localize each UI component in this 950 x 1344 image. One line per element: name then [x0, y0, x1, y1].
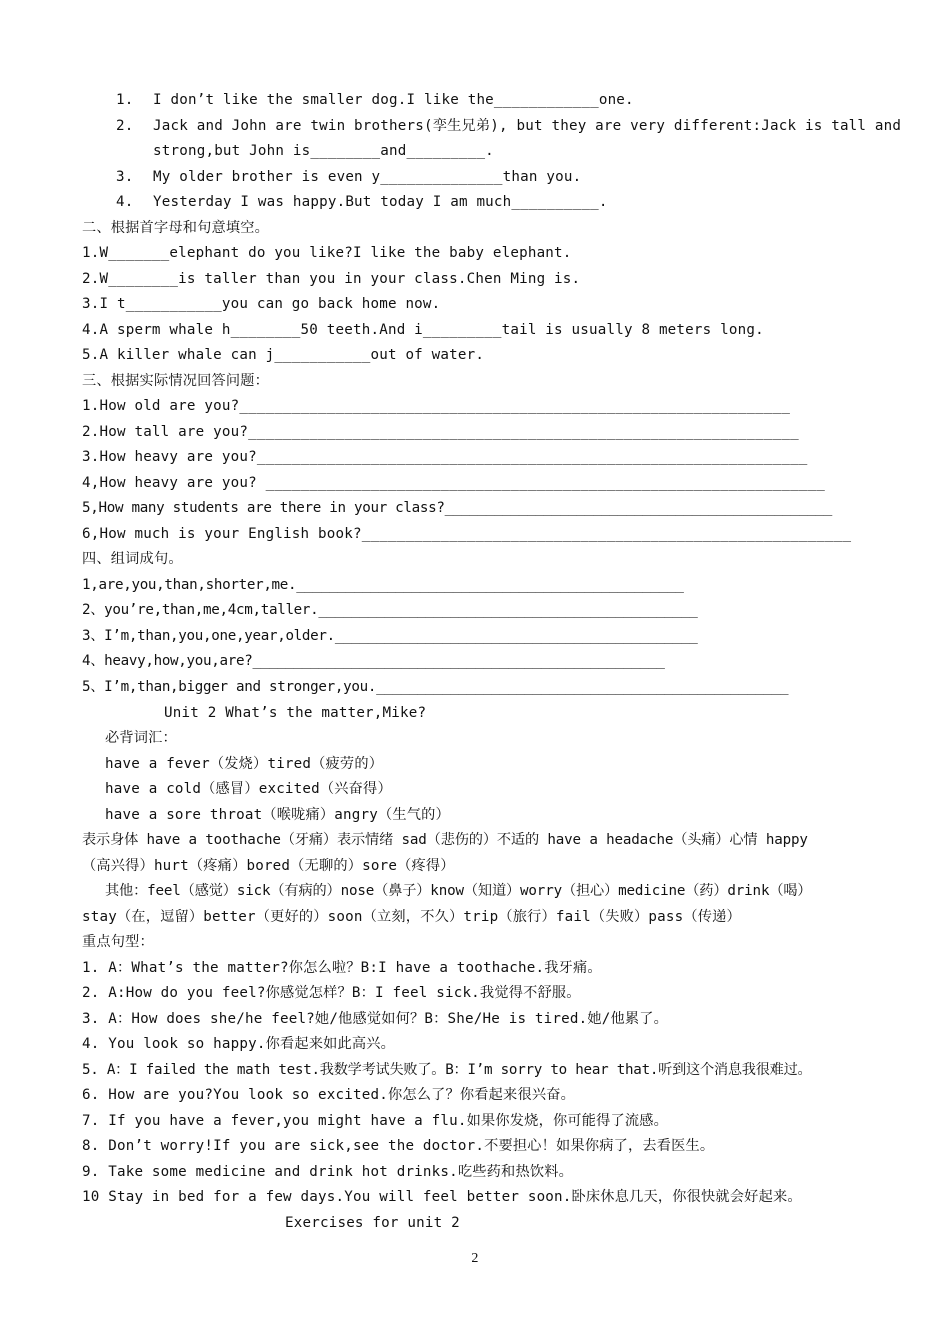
vocab-line: have a cold（感冒）excited（兴奋得） [105, 781, 392, 797]
key-sentence: 7. If you have a fever,you might have a flu.如果你发烧，你可能得了流感。 [82, 1113, 669, 1129]
exercises-title: Exercises for unit 2 [285, 1215, 460, 1231]
exercise-line: 2、you’re,than,me,4cm,taller.______________________________________________ [82, 602, 698, 618]
question-line: 4,How heavy are you? ________________________________________________________________ [82, 475, 826, 491]
section-heading: 四、组词成句。 [82, 551, 183, 567]
section-heading: 三、根据实际情况回答问题： [82, 373, 270, 389]
exercise-line: 2.W________is taller than you in your class.Chen Ming is. [82, 271, 581, 287]
vocab-other-line: stay（在，逗留）better（更好的）soon（立刻，不久）trip（旅行）fail（失败）pass（传递） [82, 909, 741, 925]
exercise-line: 4、heavy,how,you,are?__________________________________________________ [82, 653, 665, 669]
key-sentence: 2. A:How do you feel?你感觉怎样？B：I feel sick.我觉得不舒服。 [82, 985, 581, 1001]
question-line: 1.How old are you?_______________________________________________________________ [82, 398, 791, 414]
exercise-line: 1.W_______elephant do you like?I like the baby elephant. [82, 245, 572, 261]
key-sentence: 9. Take some medicine and drink hot drinks.吃些药和热饮料。 [82, 1164, 573, 1180]
section-heading: 二、根据首字母和句意填空。 [82, 220, 270, 236]
unit-title: Unit 2 What’s the matter,Mike? [164, 705, 427, 721]
key-sentence: 1. A：What’s the matter?你怎么啦？B:I have a toothache.我牙痛。 [82, 960, 602, 976]
key-sentence: 4. You look so happy.你看起来如此高兴。 [82, 1036, 396, 1052]
vocab-line: have a fever（发烧）tired（疲劳的） [105, 756, 384, 772]
sentence-heading: 重点句型： [82, 934, 154, 950]
list-item: I don’t like the smaller dog.I like the____________one. [153, 92, 634, 108]
vocab-body-line: 表示身体 have a toothache（牙痛）表示情绪 sad（悲伤的）不适的 have a headache（头痛）心情 happy [82, 832, 808, 848]
exercise-line: 5.A killer whale can j___________out of water. [82, 347, 485, 363]
key-sentence: 10 Stay in bed for a few days.You will feel better soon.卧床休息几天，你很快就会好起来。 [82, 1189, 802, 1205]
vocab-line: have a sore throat（喉咙痛）angry（生气的） [105, 807, 450, 823]
page-number: 2 [471, 1251, 479, 1266]
question-line: 5,How many students are there in your class?_______________________________________________ [82, 500, 832, 516]
list-item: My older brother is even y______________than you. [153, 169, 582, 185]
question-line: 3.How heavy are you?_______________________________________________________________ [82, 449, 808, 465]
question-line: 6,How much is your English book?________________________________________________________ [82, 526, 852, 542]
list-item-number: 2. [116, 118, 134, 134]
key-sentence: 8. Don’t worry!If you are sick,see the doctor.不要担心！如果你病了，去看医生。 [82, 1138, 715, 1154]
list-item: Jack and John are twin brothers(孪生兄弟), but they are very different:Jack is tall and [153, 118, 902, 134]
vocab-other-line: 其他：feel（感觉）sick（有病的）nose（鼻子）know（知道）worry（担心）medicine（药）drink（喝） [105, 883, 812, 899]
list-item-number: 1. [116, 92, 134, 108]
vocab-heading: 必背词汇： [105, 730, 177, 746]
question-line: 2.How tall are you?_______________________________________________________________ [82, 424, 799, 440]
list-item-continuation: strong,but John is________and_________. [153, 143, 494, 159]
exercise-line: 3、I’m,than,you,one,year,older.____________________________________________ [82, 628, 698, 644]
key-sentence: 5. A：I failed the math test.我数学考试失败了。B：I’m sorry to hear that.听到这个消息我很难过。 [82, 1062, 812, 1078]
list-item-number: 4. [116, 194, 134, 210]
key-sentence: 6. How are you?You look so excited.你怎么了？你看起来很兴奋。 [82, 1087, 575, 1103]
exercise-line: 5、I’m,than,bigger and stronger,you.__________________________________________________ [82, 679, 789, 695]
list-item: Yesterday I was happy.But today I am much__________. [153, 194, 608, 210]
exercise-line: 4.A sperm whale h________50 teeth.And i_________tail is usually 8 meters long. [82, 322, 764, 338]
exercise-line: 3.I t___________you can go back home now. [82, 296, 441, 312]
vocab-body-line: （高兴得）hurt（疼痛）bored（无聊的）sore（疼得） [82, 858, 455, 874]
key-sentence: 3. A：How does she/he feel?她/他感觉如何？B：She/He is tired.她/他累了。 [82, 1011, 669, 1027]
list-item-number: 3. [116, 169, 134, 185]
exercise-line: 1,are,you,than,shorter,me._______________________________________________ [82, 577, 684, 593]
